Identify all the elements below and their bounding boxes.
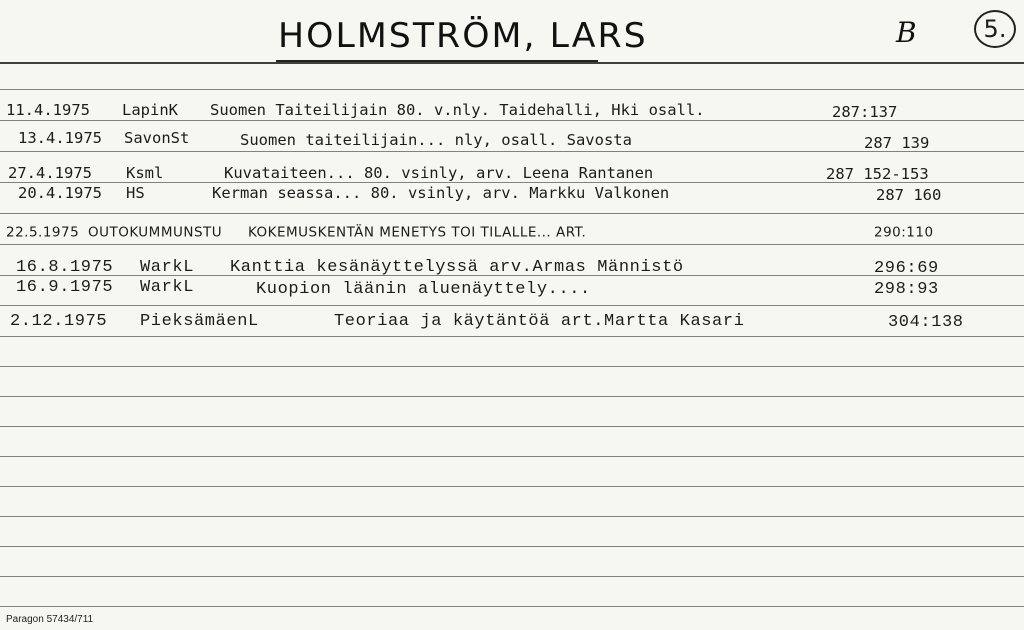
entry-source: Ksml <box>126 164 164 182</box>
entry-source: PieksämäenL <box>140 312 259 331</box>
entry-ref: 296:69 <box>874 259 939 278</box>
ruled-line <box>0 456 1024 457</box>
entry-date: 16.9.1975 <box>16 278 114 297</box>
entry-ref: 287:137 <box>832 103 898 121</box>
entry-date: 13.4.1975 <box>18 129 102 147</box>
entry-text: KOKEMUSKENTÄN MENETYS TOI TILALLE... ART. <box>248 223 587 241</box>
ruled-line <box>0 576 1024 577</box>
entry-source: LapinK <box>122 101 178 119</box>
entry-text: Kuvataiteen... 80. vsinly, arv. Leena Rantanen <box>224 164 654 182</box>
entry-text: Kerman seassa... 80. vsinly, arv. Markku Valkonen <box>212 184 670 202</box>
entry-text: Suomen Taiteilijain 80. v.nly. Taidehalli, Hki osall. <box>210 101 705 119</box>
entry-date: 27.4.1975 <box>8 164 92 182</box>
entry-ref: 290:110 <box>874 223 934 241</box>
category-mark: B <box>896 16 917 49</box>
entry-ref: 287 139 <box>864 134 930 152</box>
entry-date: 16.8.1975 <box>16 258 114 277</box>
entry-ref: 304:138 <box>888 313 964 332</box>
entry-source: WarkL <box>140 258 195 277</box>
ruled-line <box>0 244 1024 245</box>
entry-ref: 298:93 <box>874 280 939 299</box>
ruled-line <box>0 486 1024 487</box>
entry-date: 20.4.1975 <box>18 184 102 202</box>
ruled-line <box>0 606 1024 607</box>
ruled-line <box>0 305 1024 306</box>
entry-source: OUTOKUMMUNSTU <box>88 223 223 241</box>
card-number-circle <box>974 10 1016 48</box>
entry-date: 2.12.1975 <box>10 312 108 331</box>
entry-text: Kanttia kesänäyttelyssä arv.Armas Männistö <box>230 258 684 277</box>
ruled-line <box>0 89 1024 90</box>
entry-ref: 287 160 <box>876 186 942 204</box>
entry-source: WarkL <box>140 278 195 297</box>
entry-ref: 287 152-153 <box>826 165 929 183</box>
entry-date: 22.5.1975 <box>6 223 80 241</box>
ruled-line <box>0 546 1024 547</box>
card-number: 5. <box>983 15 1007 43</box>
print-code: Paragon 57434/711 <box>6 614 94 625</box>
card-title-name: HOLMSTRÖM, LARS <box>278 16 648 56</box>
ruled-line <box>0 213 1024 214</box>
header-rule <box>0 62 1024 64</box>
entry-source: SavonSt <box>124 129 190 147</box>
ruled-line <box>0 396 1024 397</box>
ruled-line <box>0 336 1024 337</box>
entry-date: 11.4.1975 <box>6 101 90 119</box>
entry-source: HS <box>126 184 145 202</box>
ruled-line <box>0 366 1024 367</box>
entry-text: Kuopion läänin aluenäyttely.... <box>256 280 591 299</box>
ruled-line <box>0 516 1024 517</box>
ruled-line <box>0 426 1024 427</box>
entry-text: Teoriaa ja käytäntöä art.Martta Kasari <box>334 312 745 331</box>
entry-text: Suomen taiteilijain... nly, osall. Savosta <box>240 131 632 149</box>
